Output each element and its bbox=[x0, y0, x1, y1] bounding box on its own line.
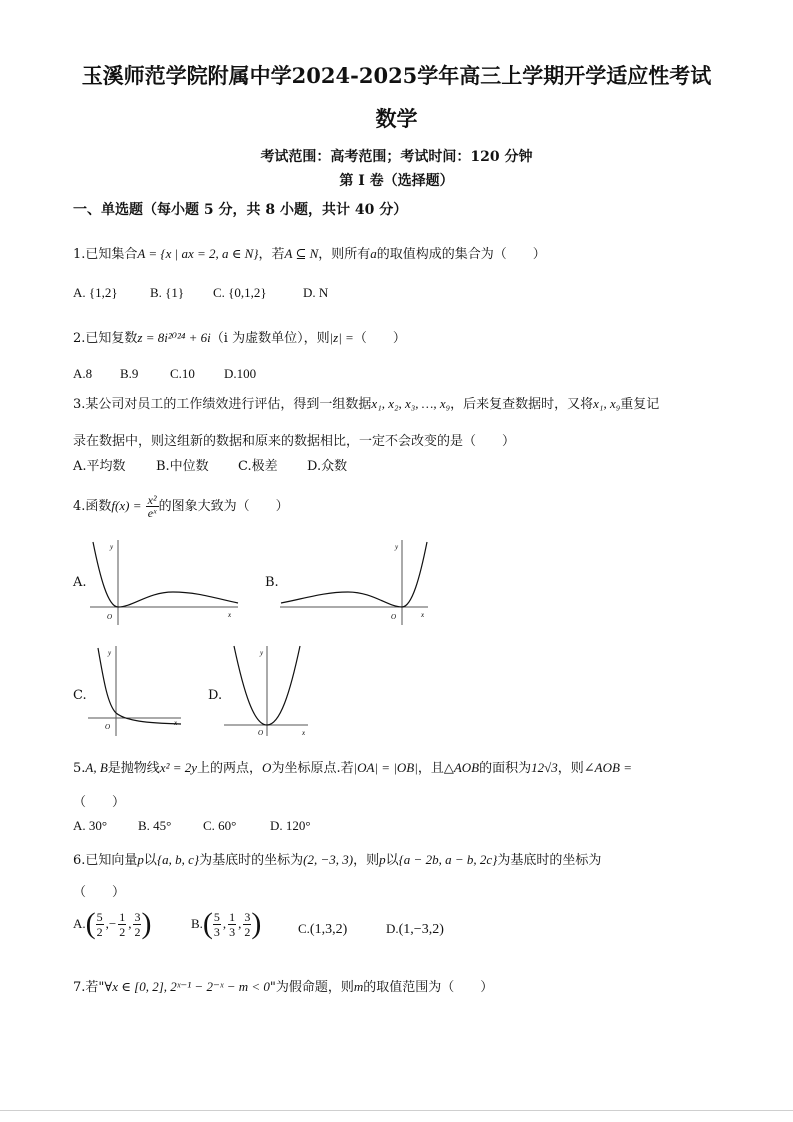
numerator: 5 bbox=[213, 909, 220, 924]
axis-label-x: x bbox=[302, 729, 306, 737]
question-6-line-2: （ ） bbox=[73, 885, 126, 900]
question-number: 5. bbox=[73, 761, 86, 776]
origin-label: O bbox=[391, 613, 397, 621]
axis-label-y: y bbox=[260, 649, 264, 657]
question-5-line-2: （ ） bbox=[73, 795, 126, 810]
question-text: ，则所有 bbox=[318, 247, 371, 262]
option-a[interactable]: A.平均数 bbox=[73, 459, 126, 474]
numerator: 3 bbox=[244, 909, 251, 924]
math-expression: x² = 2y bbox=[159, 760, 198, 775]
question-text: 某公司对员工的工作绩效进行评估，得到一组数据 bbox=[85, 397, 372, 412]
option-b[interactable]: B. {1} bbox=[150, 285, 185, 300]
graph-label-d[interactable]: D. bbox=[208, 688, 223, 703]
math-expression: {a − 2b, a − b, 2c} bbox=[398, 852, 498, 867]
question-3-line-2: 录在数据中，则这组新的数据和原来的数据相比，一定不会改变的是（ ） bbox=[73, 434, 516, 449]
denominator: 2 bbox=[244, 924, 251, 939]
right-paren: ) bbox=[251, 907, 262, 940]
fraction bbox=[133, 910, 141, 939]
axis-label-y: y bbox=[108, 649, 112, 657]
question-text: 已知复数 bbox=[85, 331, 138, 346]
graph-label-b[interactable]: B. bbox=[265, 575, 279, 590]
exam-title: 玉溪师范学院附属中学2024-2025学年高三上学期开学适应性考试 bbox=[81, 63, 712, 88]
math-expression: (2, −3, 3) bbox=[303, 852, 354, 867]
question-text: "为假命题，则 bbox=[269, 980, 354, 995]
question-6 bbox=[73, 849, 601, 868]
denominator: 3 bbox=[213, 924, 220, 939]
graph-b[interactable] bbox=[278, 537, 438, 627]
question-5 bbox=[73, 757, 632, 776]
question-text: 的取值构成的集合为（ ） bbox=[376, 247, 546, 262]
question-text: 上的两点， bbox=[197, 761, 263, 776]
question-text: 重复记 bbox=[620, 397, 660, 412]
graph-c[interactable] bbox=[86, 643, 186, 738]
math-expression: ∀x ∈ [0, 2], 2ˣ⁻¹ − 2⁻ˣ − m < 0 bbox=[104, 979, 270, 994]
question-text: 是抛物线 bbox=[107, 761, 160, 776]
separator: , bbox=[238, 916, 242, 931]
option-d[interactable] bbox=[386, 921, 444, 938]
math-expression: m bbox=[353, 979, 364, 994]
option-b[interactable]: B.9 bbox=[120, 366, 139, 381]
origin-label: O bbox=[258, 729, 264, 737]
question-number: 1. bbox=[73, 247, 86, 262]
option-value: (1,−3,2) bbox=[398, 922, 444, 937]
option-d[interactable]: D. N bbox=[303, 285, 329, 300]
question-text: 若" bbox=[85, 980, 105, 995]
question-text: 的取值范围为（ ） bbox=[363, 980, 494, 995]
question-text: ，若 bbox=[258, 247, 285, 262]
math-expression: A, B bbox=[85, 760, 108, 775]
math-expression: z = 8i²⁰²⁴ + 6i bbox=[137, 330, 211, 345]
graph-d[interactable] bbox=[222, 643, 310, 738]
left-paren: ( bbox=[85, 907, 96, 940]
math-expression: |z| = bbox=[329, 330, 354, 345]
axis-label-x: x bbox=[421, 611, 425, 619]
question-text: ，则 bbox=[557, 761, 584, 776]
question-number: 6. bbox=[73, 853, 86, 868]
curve bbox=[98, 648, 181, 724]
option-a[interactable]: A.8 bbox=[73, 366, 93, 381]
question-text: 的面积为 bbox=[479, 761, 532, 776]
denominator: 2 bbox=[96, 924, 103, 939]
math-expression: x₁, x₉ bbox=[593, 396, 621, 411]
question-number: 7. bbox=[73, 980, 86, 995]
denominator: 2 bbox=[119, 924, 126, 939]
option-label: A. bbox=[73, 916, 86, 931]
fraction bbox=[213, 910, 221, 939]
exam-scope: 考试范围：高考范围；考试时间：120 分钟 bbox=[260, 149, 533, 165]
page-divider bbox=[0, 1110, 793, 1111]
fraction bbox=[96, 910, 104, 939]
option-c[interactable]: C.极差 bbox=[238, 459, 278, 474]
question-text: ，则 bbox=[353, 853, 380, 868]
axis-label-x: x bbox=[228, 611, 232, 619]
numerator: 3 bbox=[134, 909, 141, 924]
question-3 bbox=[73, 393, 659, 412]
option-a[interactable] bbox=[73, 909, 151, 939]
numerator: x² bbox=[147, 493, 157, 507]
option-label: B. bbox=[191, 916, 203, 931]
math-expression: f(x) = bbox=[111, 498, 142, 513]
option-d[interactable]: D. 120° bbox=[270, 818, 311, 833]
math-expression: A ⊆ N bbox=[284, 246, 319, 261]
graph-label-c[interactable]: C. bbox=[73, 688, 87, 703]
option-b[interactable]: B.中位数 bbox=[156, 459, 209, 474]
numerator: 1 bbox=[229, 909, 236, 924]
separator: , bbox=[222, 916, 227, 931]
axis-label-x: x bbox=[174, 719, 178, 727]
right-paren: ) bbox=[141, 907, 152, 940]
math-expression: x₁, x₂, x₃, …, x₉ bbox=[371, 396, 451, 411]
axis-label-y: y bbox=[395, 543, 399, 551]
option-label: D. bbox=[386, 921, 399, 936]
denominator: 3 bbox=[229, 924, 236, 939]
question-text: 为基底时的坐标为 bbox=[199, 853, 304, 868]
option-c[interactable]: C.10 bbox=[170, 366, 195, 381]
fraction bbox=[146, 494, 159, 519]
axis-label-y: y bbox=[110, 543, 114, 551]
fraction bbox=[228, 910, 236, 939]
math-expression: 12√3 bbox=[531, 760, 558, 775]
question-number: 3. bbox=[73, 397, 86, 412]
math-expression: {a, b, c} bbox=[156, 852, 200, 867]
math-expression: △AOB bbox=[443, 760, 480, 775]
question-text: （i 为虚数单位），则 bbox=[210, 331, 330, 346]
question-text: 以 bbox=[385, 853, 399, 868]
question-text: 函数 bbox=[85, 499, 112, 514]
option-a[interactable]: A. 30° bbox=[73, 818, 108, 833]
question-text: 为坐标原点.若 bbox=[271, 761, 354, 776]
fraction bbox=[243, 910, 251, 939]
option-d[interactable]: D.100 bbox=[224, 366, 257, 381]
math-expression: O bbox=[262, 760, 272, 775]
question-text: ，且 bbox=[417, 761, 444, 776]
option-c[interactable] bbox=[298, 921, 347, 938]
question-text: 的图象大致为（ ） bbox=[158, 499, 289, 514]
math-expression: ∠AOB = bbox=[583, 760, 632, 775]
question-4 bbox=[73, 494, 289, 519]
option-d[interactable]: D.众数 bbox=[307, 459, 348, 474]
question-text: 以 bbox=[143, 853, 157, 868]
denominator: 2 bbox=[134, 924, 141, 939]
separator: ,− bbox=[105, 916, 117, 931]
section-heading: 一、单选题（每小题 5 分，共 8 小题，共计 40 分） bbox=[73, 202, 408, 218]
subject-title: 数学 bbox=[375, 106, 418, 131]
curve bbox=[93, 542, 238, 607]
math-expression: |OA| = |OB| bbox=[353, 760, 418, 775]
question-text: 已知向量 bbox=[85, 853, 138, 868]
math-expression: p bbox=[379, 852, 386, 867]
question-1 bbox=[73, 243, 546, 262]
question-text: 已知集合 bbox=[85, 247, 138, 262]
question-text: 为基底时的坐标为 bbox=[497, 853, 602, 868]
question-number: 2. bbox=[73, 331, 86, 346]
question-7 bbox=[73, 976, 493, 995]
math-expression: A = {x | ax = 2, a ∈ N} bbox=[137, 246, 259, 261]
math-expression: a bbox=[370, 246, 377, 261]
left-paren: ( bbox=[202, 907, 213, 940]
option-b[interactable] bbox=[191, 909, 261, 939]
question-number: 4. bbox=[73, 499, 86, 514]
question-text: ，后来复查数据时，又将 bbox=[450, 397, 594, 412]
option-value: (1,3,2) bbox=[309, 922, 348, 937]
graph-label-a[interactable]: A. bbox=[73, 575, 87, 590]
denominator: eˣ bbox=[147, 506, 157, 520]
question-2 bbox=[73, 327, 406, 346]
option-b[interactable]: B. 45° bbox=[138, 818, 172, 833]
option-c[interactable]: C. 60° bbox=[203, 818, 237, 833]
origin-label: O bbox=[105, 723, 111, 731]
option-label: C. bbox=[298, 921, 310, 936]
option-c[interactable]: C. {0,1,2} bbox=[213, 285, 267, 300]
numerator: 1 bbox=[119, 909, 126, 924]
numerator: 5 bbox=[96, 909, 103, 924]
math-expression: p bbox=[137, 852, 144, 867]
graph-a[interactable] bbox=[88, 537, 243, 627]
question-text: （ ） bbox=[353, 331, 406, 346]
separator: , bbox=[128, 916, 132, 931]
volume-title: 第 I 卷（选择题） bbox=[339, 173, 454, 189]
origin-label: O bbox=[107, 613, 113, 621]
option-a[interactable]: A. {1,2} bbox=[73, 285, 118, 300]
fraction bbox=[118, 910, 126, 939]
curve bbox=[281, 542, 427, 607]
